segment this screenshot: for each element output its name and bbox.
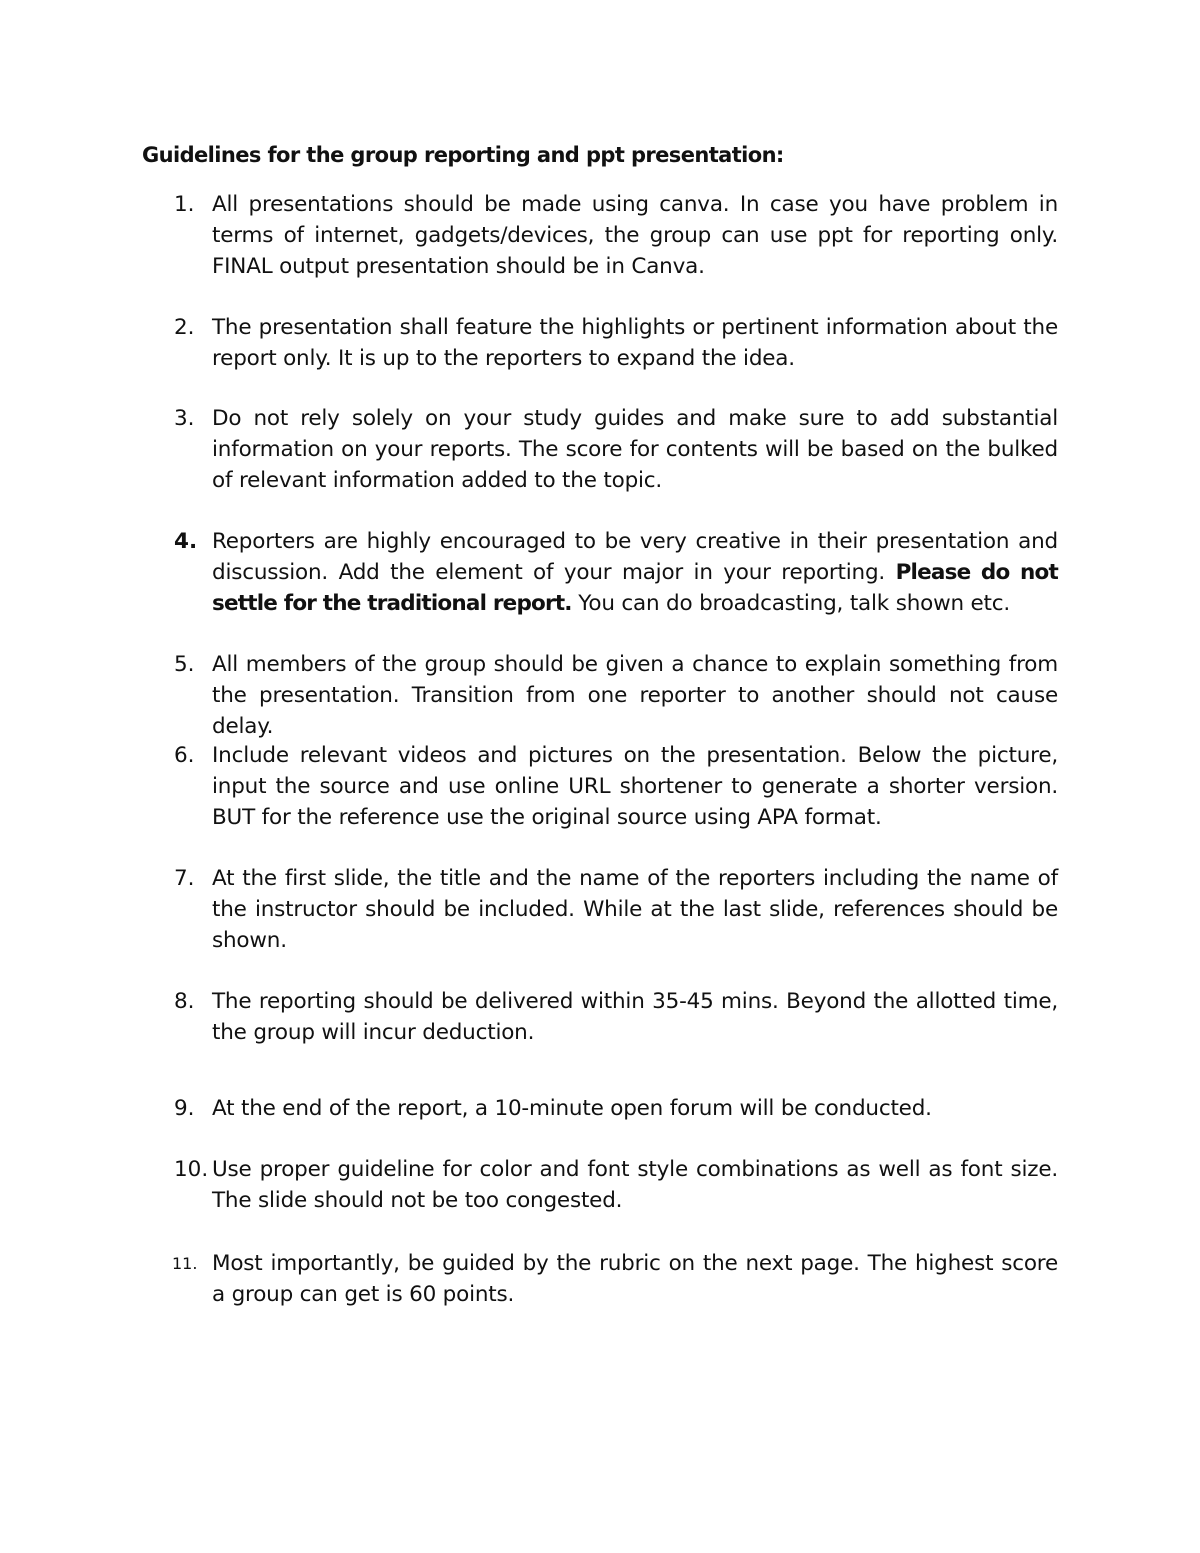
item-text: Use proper guideline for color and font style combinations as well as font size. The slide should not be too congested.: [212, 1157, 1058, 1213]
item-number: 10.: [174, 1157, 209, 1182]
guideline-item: [142, 526, 1058, 619]
guideline-item: [142, 403, 1058, 496]
item-text: Do not rely solely on your study guides and make sure to add substantial information on your reports. The score for contents will be based on the bulked of relevant information added to the topic.: [212, 406, 1058, 493]
item-number: 4.: [174, 529, 198, 554]
item-number: 6.: [174, 743, 195, 768]
item-number: 2.: [174, 315, 195, 340]
item-text: All presentations should be made using canva. In case you have problem in terms of internet, gadgets/devices, the group can use ppt for reporting only. FINAL output presentation should be in Canva.: [212, 192, 1058, 279]
item-number: 5.: [174, 652, 195, 677]
item-text: Include relevant videos and pictures on the presentation. Below the picture, input the source and use online URL shortener to generate a shorter version. BUT for the reference use the original source using APA format.: [212, 743, 1058, 830]
item-text: The reporting should be delivered within 35-45 mins. Beyond the allotted time, the group will incur deduction.: [212, 989, 1058, 1045]
guideline-item: [142, 1093, 1058, 1124]
item-text: Most importantly, be guided by the rubric on the next page. The highest score a group can get is 60 points.: [212, 1251, 1058, 1307]
guideline-item: [142, 1154, 1058, 1216]
guideline-item: [142, 986, 1058, 1048]
item-text: At the first slide, the title and the name of the reporters including the name of the instructor should be included. While at the last slide, references should be shown.: [212, 866, 1058, 953]
item-text: At the end of the report, a 10-minute open forum will be conducted.: [212, 1096, 932, 1121]
item-text-outro: You can do broadcasting, talk shown etc.: [571, 591, 1011, 616]
item-text: All members of the group should be given a chance to explain something from the presentation. Transition from one reporter to another should not cause delay.: [212, 652, 1058, 739]
item-text-intro: Reporters are highly encouraged to be very creative in their presentation and discussion. Add the element of your major in your reporting.: [212, 529, 1058, 585]
item-number: 8.: [174, 989, 195, 1014]
item-number: 7.: [174, 866, 195, 891]
guideline-item: [142, 863, 1058, 956]
item-number: 11.: [172, 1254, 198, 1273]
guideline-item: [142, 649, 1058, 742]
item-text-emphasis: Please do not settle for the traditional report.: [212, 560, 1058, 616]
item-number: 9.: [174, 1096, 195, 1121]
guideline-item: [142, 1248, 1058, 1310]
item-text: The presentation shall feature the highlights or pertinent information about the report only. It is up to the reporters to expand the idea.: [212, 315, 1058, 371]
guideline-item: [142, 740, 1058, 833]
item-number: 3.: [174, 406, 195, 431]
guideline-item: [142, 189, 1058, 282]
document-title: Guidelines for the group reporting and ppt presentation:: [142, 143, 784, 167]
item-number: 1.: [174, 192, 195, 217]
guideline-item: [142, 312, 1058, 374]
item-text: [212, 526, 1058, 619]
